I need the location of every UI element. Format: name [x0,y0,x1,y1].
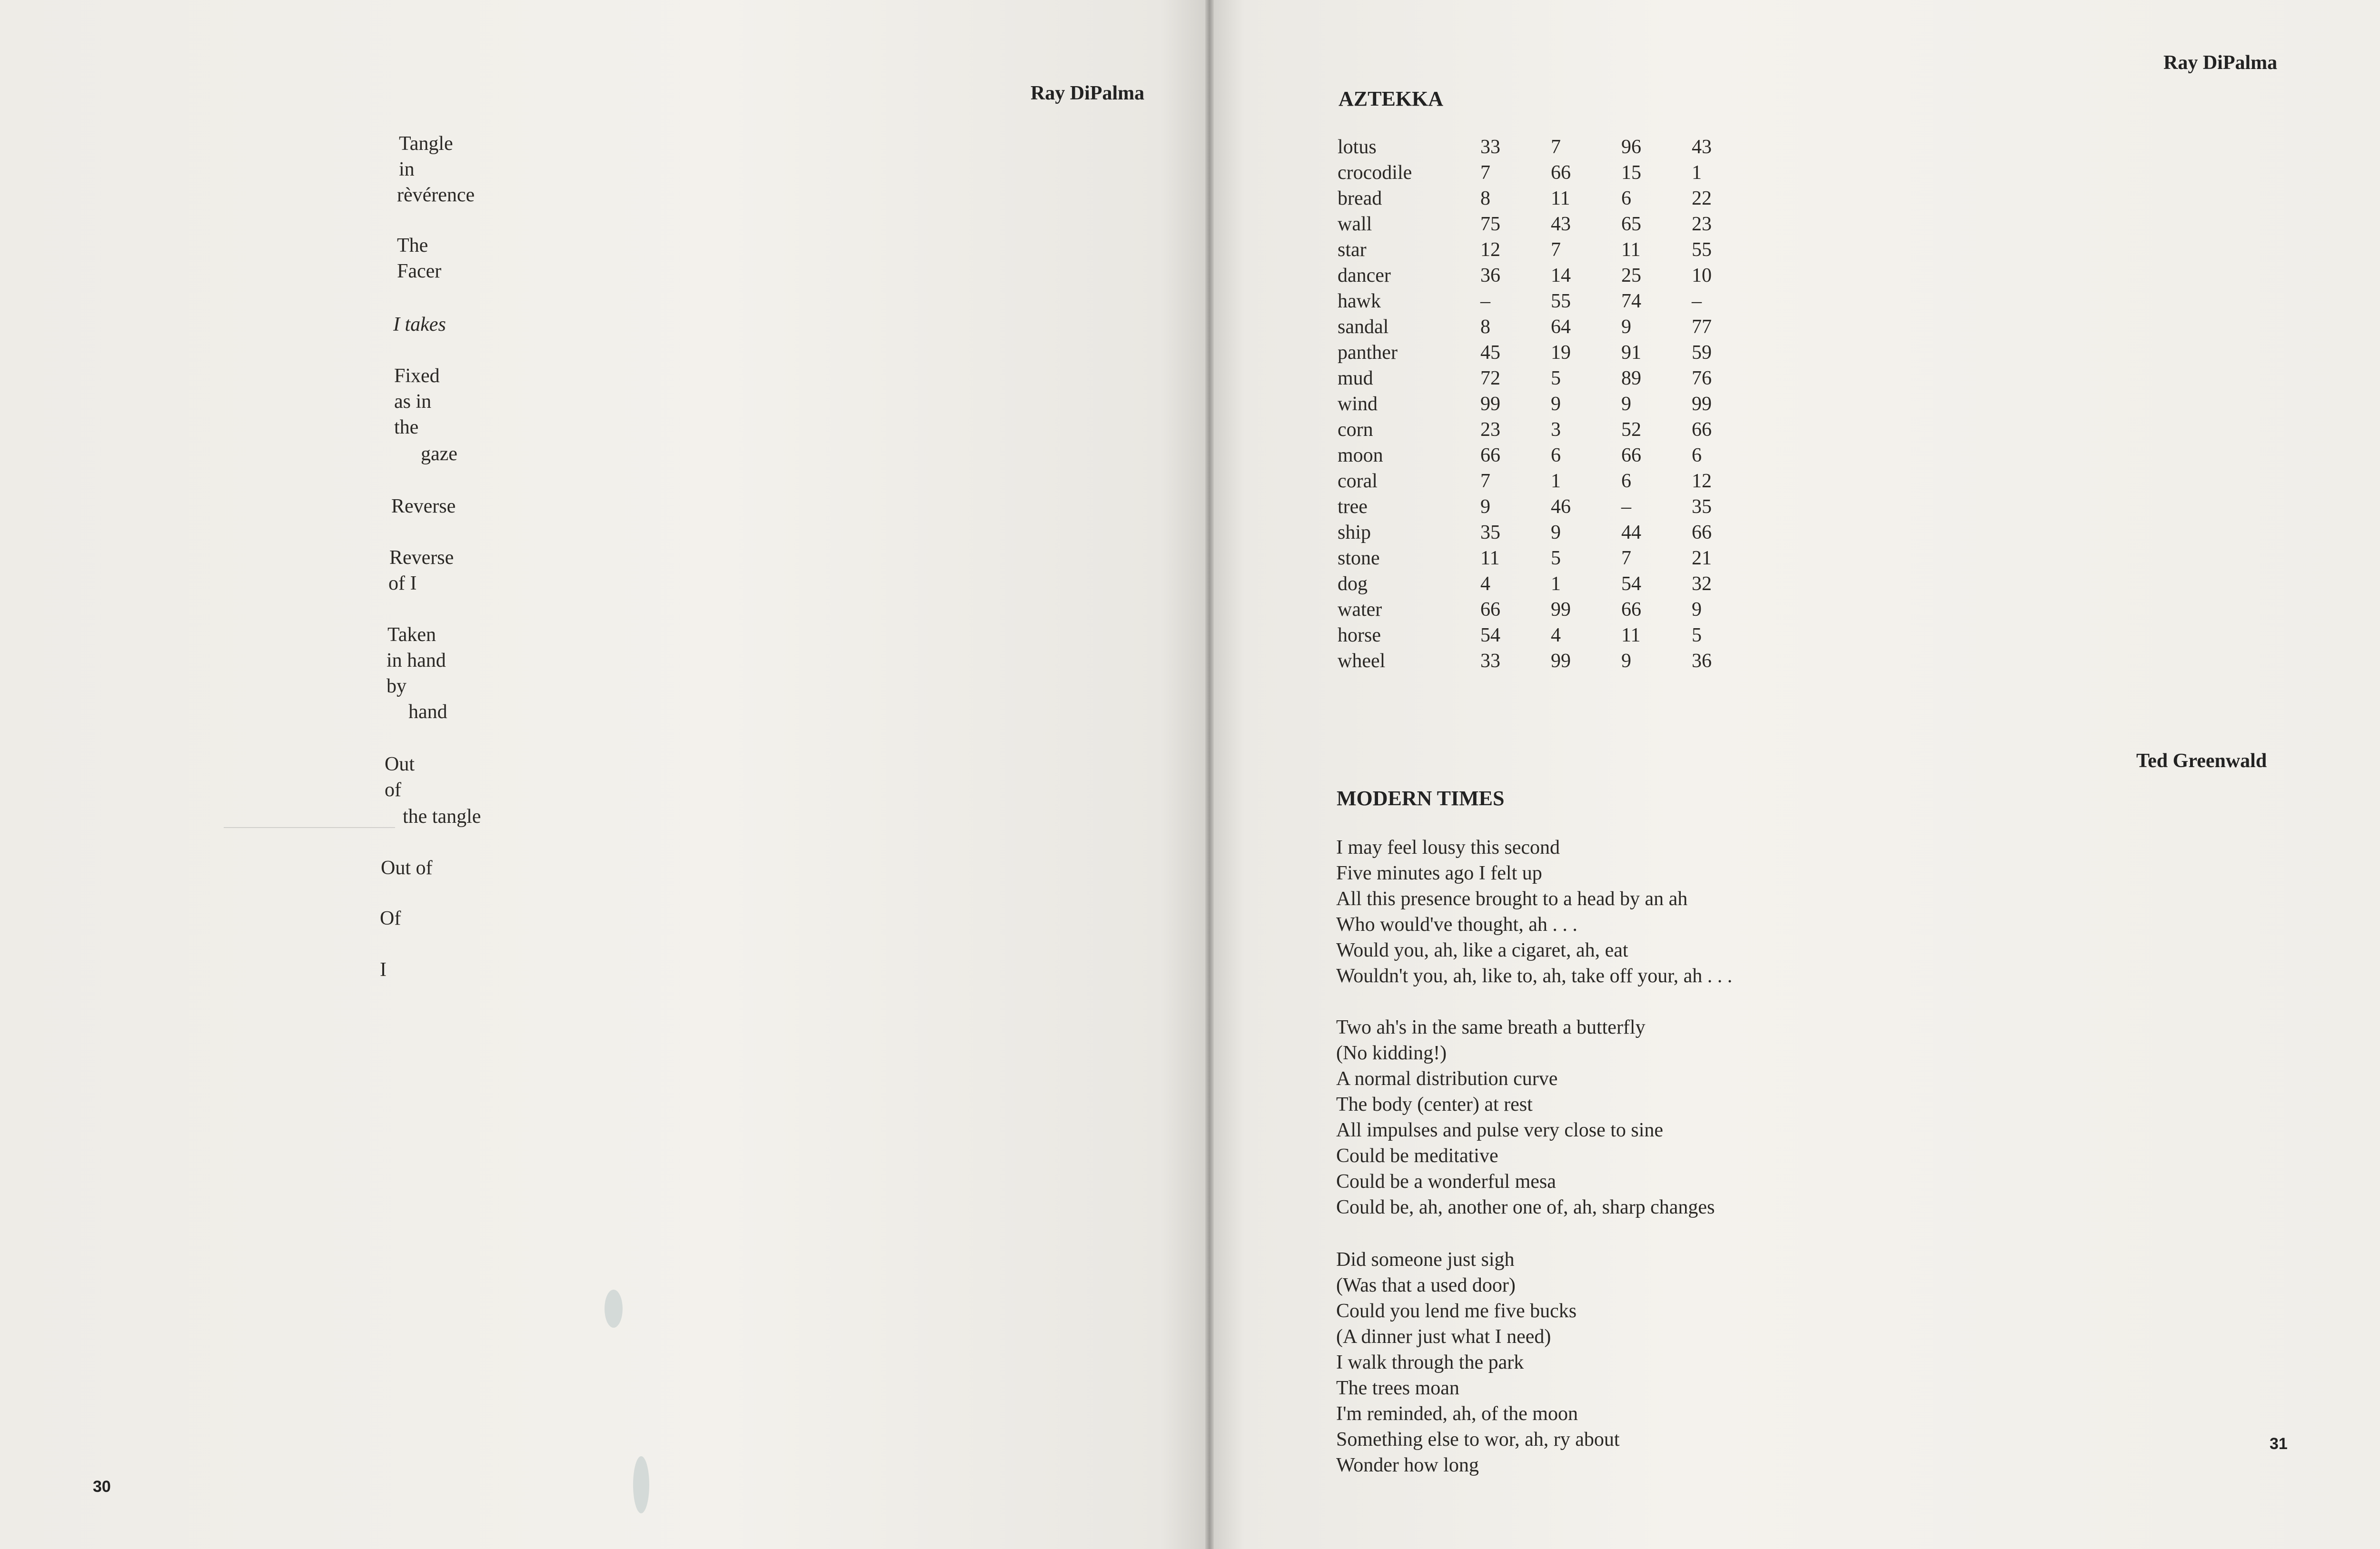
poem-line: Out [385,753,415,775]
table-number-cell: 7 [1480,162,1490,184]
poem-line: Wonder how long [1336,1454,1479,1476]
table-number-cell: 6 [1621,187,1631,209]
table-row [1338,264,1735,290]
poem-line: Tangle [399,133,453,155]
section-title-aztekka: AZTEKKA [1339,87,1444,110]
table-number-cell: 46 [1551,496,1571,518]
table-number-cell: 74 [1621,290,1641,312]
table-number-cell: 65 [1621,213,1641,235]
poem-line: gaze [421,443,457,465]
table-row [1338,521,1735,547]
book-gutter [1205,0,1214,1549]
table-row [1338,418,1735,444]
table-number-cell: 89 [1621,367,1641,389]
poem-line: Would you, ah, like a cigaret, ah, eat [1336,939,1628,961]
poem-line: of I [388,572,417,594]
poem-line: Something else to wor, ah, ry about [1336,1429,1620,1450]
right-page-number: 31 [2270,1435,2288,1453]
table-number-cell: 7 [1480,470,1490,492]
table-number-cell: 1 [1551,573,1561,595]
table-number-cell: 75 [1480,213,1500,235]
table-number-cell: 99 [1551,599,1571,621]
table-number-cell: 6 [1692,444,1702,466]
table-number-cell: – [1621,496,1631,518]
stanza-1 [1336,835,1732,989]
poem-line: in hand [387,650,446,671]
table-row [1338,624,1735,650]
table-number-cell: 32 [1692,573,1712,595]
poem-line: The trees moan [1336,1377,1459,1399]
poem-title-modern-times: MODERN TIMES [1337,787,1505,810]
poem-line: as in [394,391,432,413]
table-word-cell: wall [1338,213,1372,235]
table-number-cell: 99 [1551,650,1571,672]
poem-line: the [394,416,419,438]
table-number-cell: 55 [1692,239,1712,261]
table-number-cell: 25 [1621,265,1641,286]
table-number-cell: 66 [1621,599,1641,621]
table-row [1338,444,1735,470]
table-word-cell: moon [1338,444,1383,466]
table-number-cell: 5 [1551,547,1561,569]
table-number-cell: 6 [1551,444,1561,466]
poem-line: Could be, ah, another one of, ah, sharp changes [1336,1196,1715,1218]
table-number-cell: 33 [1480,650,1500,672]
table-row [1338,187,1735,213]
show-through-right [1852,95,2351,1475]
table-word-cell: sandal [1338,316,1389,338]
table-row [1338,547,1735,572]
poem-line: I [380,959,387,981]
poem-line: Who would've thought, ah . . . [1336,914,1577,936]
table-number-cell: 7 [1551,136,1561,158]
table-number-cell: 52 [1621,419,1641,441]
table-number-cell: 55 [1551,290,1571,312]
table-number-cell: 11 [1480,547,1500,569]
poem-line: hand [408,701,447,723]
table-number-cell: 5 [1551,367,1561,389]
table-row [1338,136,1735,161]
table-row [1338,598,1735,624]
poem-line: by [387,675,407,697]
table-number-cell: 4 [1551,624,1561,646]
table-number-cell: 59 [1692,342,1712,364]
table-word-cell: lotus [1338,136,1377,158]
poem-line: in [399,158,415,180]
table-number-cell: 12 [1480,239,1500,261]
table-number-cell: 3 [1551,419,1561,441]
poem-line: The [397,235,428,257]
table-word-cell: bread [1338,187,1382,209]
poem-line: A normal distribution curve [1336,1068,1558,1090]
table-number-cell: 1 [1551,470,1561,492]
table-number-cell: 6 [1621,470,1631,492]
left-page-number: 30 [93,1478,111,1496]
stain-mark [605,1290,623,1328]
poem-line: of [385,779,401,801]
table-number-cell: 33 [1480,136,1500,158]
table-number-cell: 66 [1621,444,1641,466]
table-number-cell: 54 [1480,624,1500,646]
faint-divider [224,827,395,828]
poem-line: Two ah's in the same breath a butterfly [1336,1016,1646,1038]
poem-line: All impulses and pulse very close to sine [1336,1119,1664,1141]
poem-line: Wouldn't you, ah, like to, ah, take off your, ah . . . [1336,965,1733,987]
table-row [1338,367,1735,393]
table-number-cell: 9 [1551,393,1561,415]
table-number-cell: 9 [1692,599,1702,621]
table-number-cell: 99 [1692,393,1712,415]
table-number-cell: 11 [1621,239,1641,261]
table-word-cell: horse [1338,624,1381,646]
table-number-cell: 45 [1480,342,1500,364]
table-word-cell: dog [1338,573,1368,595]
poem-line: rèvérence [397,184,475,206]
left-author-name: Ray DiPalma [1031,82,1145,104]
table-number-cell: 66 [1692,419,1712,441]
table-number-cell: 35 [1692,496,1712,518]
poem-line: I may feel lousy this second [1336,837,1560,858]
table-word-cell: hawk [1338,290,1381,312]
table-number-cell: 36 [1692,650,1712,672]
table-word-cell: tree [1338,496,1368,518]
poem-line: the tangle [403,806,481,828]
table-number-cell: 15 [1621,162,1641,184]
table-number-cell: 72 [1480,367,1500,389]
table-number-cell: 8 [1480,187,1490,209]
stanza-2 [1336,1015,1715,1220]
table-word-cell: wind [1338,393,1378,415]
table-number-cell: 7 [1621,547,1631,569]
table-row [1338,341,1735,367]
table-row [1338,213,1735,238]
poem-line: Out of [381,857,433,879]
table-number-cell: 44 [1621,522,1641,543]
poem-line: Five minutes ago I felt up [1336,862,1542,884]
table-number-cell: 66 [1480,444,1500,466]
table-number-cell: 35 [1480,522,1500,543]
table-row [1338,161,1735,187]
table-word-cell: corn [1338,419,1373,441]
table-number-cell: 54 [1621,573,1641,595]
poem-line: I'm reminded, ah, of the moon [1336,1403,1578,1425]
table-row [1338,316,1735,341]
table-number-cell: – [1692,290,1702,312]
table-number-cell: 4 [1480,573,1490,595]
table-number-cell: 21 [1692,547,1712,569]
table-number-cell: 11 [1551,187,1570,209]
show-through-left [200,86,1152,1275]
poem-line: Reverse [391,495,456,517]
stain-mark [633,1456,649,1513]
table-row [1338,572,1735,598]
table-number-cell: 9 [1621,650,1631,672]
table-word-cell: star [1338,239,1367,261]
table-number-cell: 36 [1480,265,1500,286]
table-number-cell: 9 [1621,316,1631,338]
second-author-name: Ted Greenwald [2136,750,2267,772]
poem-line: Could be meditative [1336,1145,1498,1167]
poem-line: All this presence brought to a head by an ah [1336,888,1688,910]
table-number-cell: 14 [1551,265,1571,286]
table-number-cell: 8 [1480,316,1490,338]
table-number-cell: 76 [1692,367,1712,389]
table-number-cell: 5 [1692,624,1702,646]
poem-line: The body (center) at rest [1336,1094,1533,1115]
table-word-cell: coral [1338,470,1378,492]
table-number-cell: 66 [1480,599,1500,621]
table-number-cell: 19 [1551,342,1571,364]
poem-line: (A dinner just what I need) [1336,1326,1551,1348]
poem-line: (No kidding!) [1336,1042,1447,1064]
table-row [1338,495,1735,521]
table-number-cell: 10 [1692,265,1712,286]
table-number-cell: 11 [1621,624,1641,646]
table-word-cell: stone [1338,547,1380,569]
table-word-cell: water [1338,599,1382,621]
table-number-cell: 43 [1551,213,1571,235]
table-number-cell: 43 [1692,136,1712,158]
table-word-cell: dancer [1338,265,1391,286]
table-word-cell: wheel [1338,650,1386,672]
table-number-cell: 9 [1621,393,1631,415]
table-number-cell: 9 [1551,522,1561,543]
table-row [1338,290,1735,316]
table-number-cell: 23 [1692,213,1712,235]
poem-line: I takes [393,314,446,335]
table-word-cell: mud [1338,367,1373,389]
poem-line: Fixed [394,365,440,387]
table-number-cell: 66 [1551,162,1571,184]
table-number-cell: 9 [1480,496,1490,518]
table-row [1338,470,1735,495]
table-row [1338,650,1735,675]
table-number-cell: 66 [1692,522,1712,543]
table-number-cell: 23 [1480,419,1500,441]
poem-line: Facer [397,260,442,282]
poem-line: Of [380,908,401,929]
poem-line: Could you lend me five bucks [1336,1300,1577,1322]
table-number-cell: 1 [1692,162,1702,184]
table-row [1338,238,1735,264]
table-word-cell: panther [1338,342,1398,364]
table-row [1338,393,1735,418]
table-number-cell: – [1480,290,1490,312]
table-number-cell: 91 [1621,342,1641,364]
right-author-name: Ray DiPalma [2163,52,2278,74]
table-number-cell: 99 [1480,393,1500,415]
table-number-cell: 77 [1692,316,1712,338]
table-number-cell: 64 [1551,316,1571,338]
poem-line: Did someone just sigh [1336,1249,1515,1271]
table-word-cell: crocodile [1338,162,1412,184]
poem-line: Taken [387,624,436,646]
stanza-3 [1336,1247,1620,1478]
poem-line: Could be a wonderful mesa [1336,1171,1556,1193]
poem-line: I walk through the park [1336,1352,1524,1373]
aztekka-number-table [1338,136,1735,675]
poem-line: (Was that a used door) [1336,1274,1516,1296]
table-number-cell: 12 [1692,470,1712,492]
table-number-cell: 22 [1692,187,1712,209]
poem-line: Reverse [389,547,454,569]
table-number-cell: 7 [1551,239,1561,261]
table-number-cell: 96 [1621,136,1641,158]
table-word-cell: ship [1338,522,1371,543]
